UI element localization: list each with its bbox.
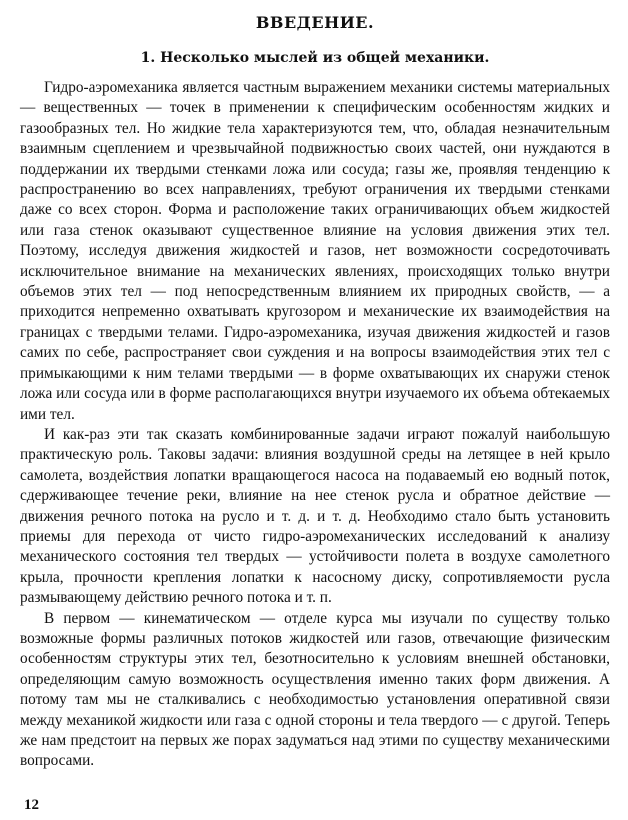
- section-title: 1. Несколько мыслей из общей механики.: [140, 50, 490, 66]
- page-number: 12: [24, 797, 39, 813]
- paragraph-2: И как-раз эти так сказать комбинированные задачи играют пожалуй наибольшую практическую роль. Таковы задачи: влияния воздушной среды на летящее в ней крыло самолета, воздействия лопатки вращающегося насоса на подаваемый ею водный поток, сдерживающее течение реки, влияние на нее стенок русла и обратное действие — движения речного потока на русло и т. д. и т. д. Необходимо стало быть установить приемы для перехода от чисто гидро-аэромеханических исследований к анализу механического состояния тел твердых — устойчивости полета в воздухе самолетного крыла, прочности крепления лопатки к насосному диску, сопротивляемости русла размывающему действию речного потока и т. п.: [20, 425, 610, 607]
- chapter-title: ВВЕДЕНИЕ.: [255, 13, 375, 32]
- document-page: [20, 8, 610, 814]
- paragraph-1: Гидро-аэромеханика является частным выражением механики системы материальных — вещественных — точек в применении к специфическим особенностям жидких и газообразных тел. Но жидкие тела характеризуются тем, что, обладая незначительным взаимным сцеплением и чрезвычайной подвижностью своих частей, они нуждаются в поддержании их твердыми стенками ложа или сосуда; газы же, проявляя тенденцию к распространению во всех направлениях, требуют ограничения их твердыми стенками даже со всех сторон. Форма и расположение таких ограничивающих объем жидкостей или газа стенок оказывают существенное влияние на условия движения этих тел. Поэтому, исследуя движения жидкостей и газов, нет возможности сосредоточивать исключительное внимание на механических явлениях, происходящих только внутри объемов этих тел — под непосредственным влиянием их природных свойств, — а приходится непременно охватывать кругозором и механические их взаимодействия на границах с твердыми телами. Гидро-аэромеханика, изучая движения жидкостей и газов самих по себе, распространяет свои суждения и на вопросы взаимодействия этих тел с примыкающими к ним телами твердыми — в форме охватывающих их снаружи стенок ложа или сосуда или в форме располагающихся внутри изучаемого их объема обтекаемых ими тел.: [20, 79, 610, 423]
- paragraph-3: В первом — кинематическом — отделе курса мы изучали по существу только возможные формы различных потоков жидкостей или газов, отвечающие физическим особенностям структуры этих тел, безотносительно к условиям внешней обстановки, определяющим самую возможность осуществления именно таких форм движения. А потому там мы не сталкивались с необходимостью установления оперативной связи между механикой жидкости или газа с одной стороны и тела твердого — с другой. Теперь же нам предстоит на первых же порах задуматься над этими по существу механическими вопросами.: [20, 609, 610, 770]
